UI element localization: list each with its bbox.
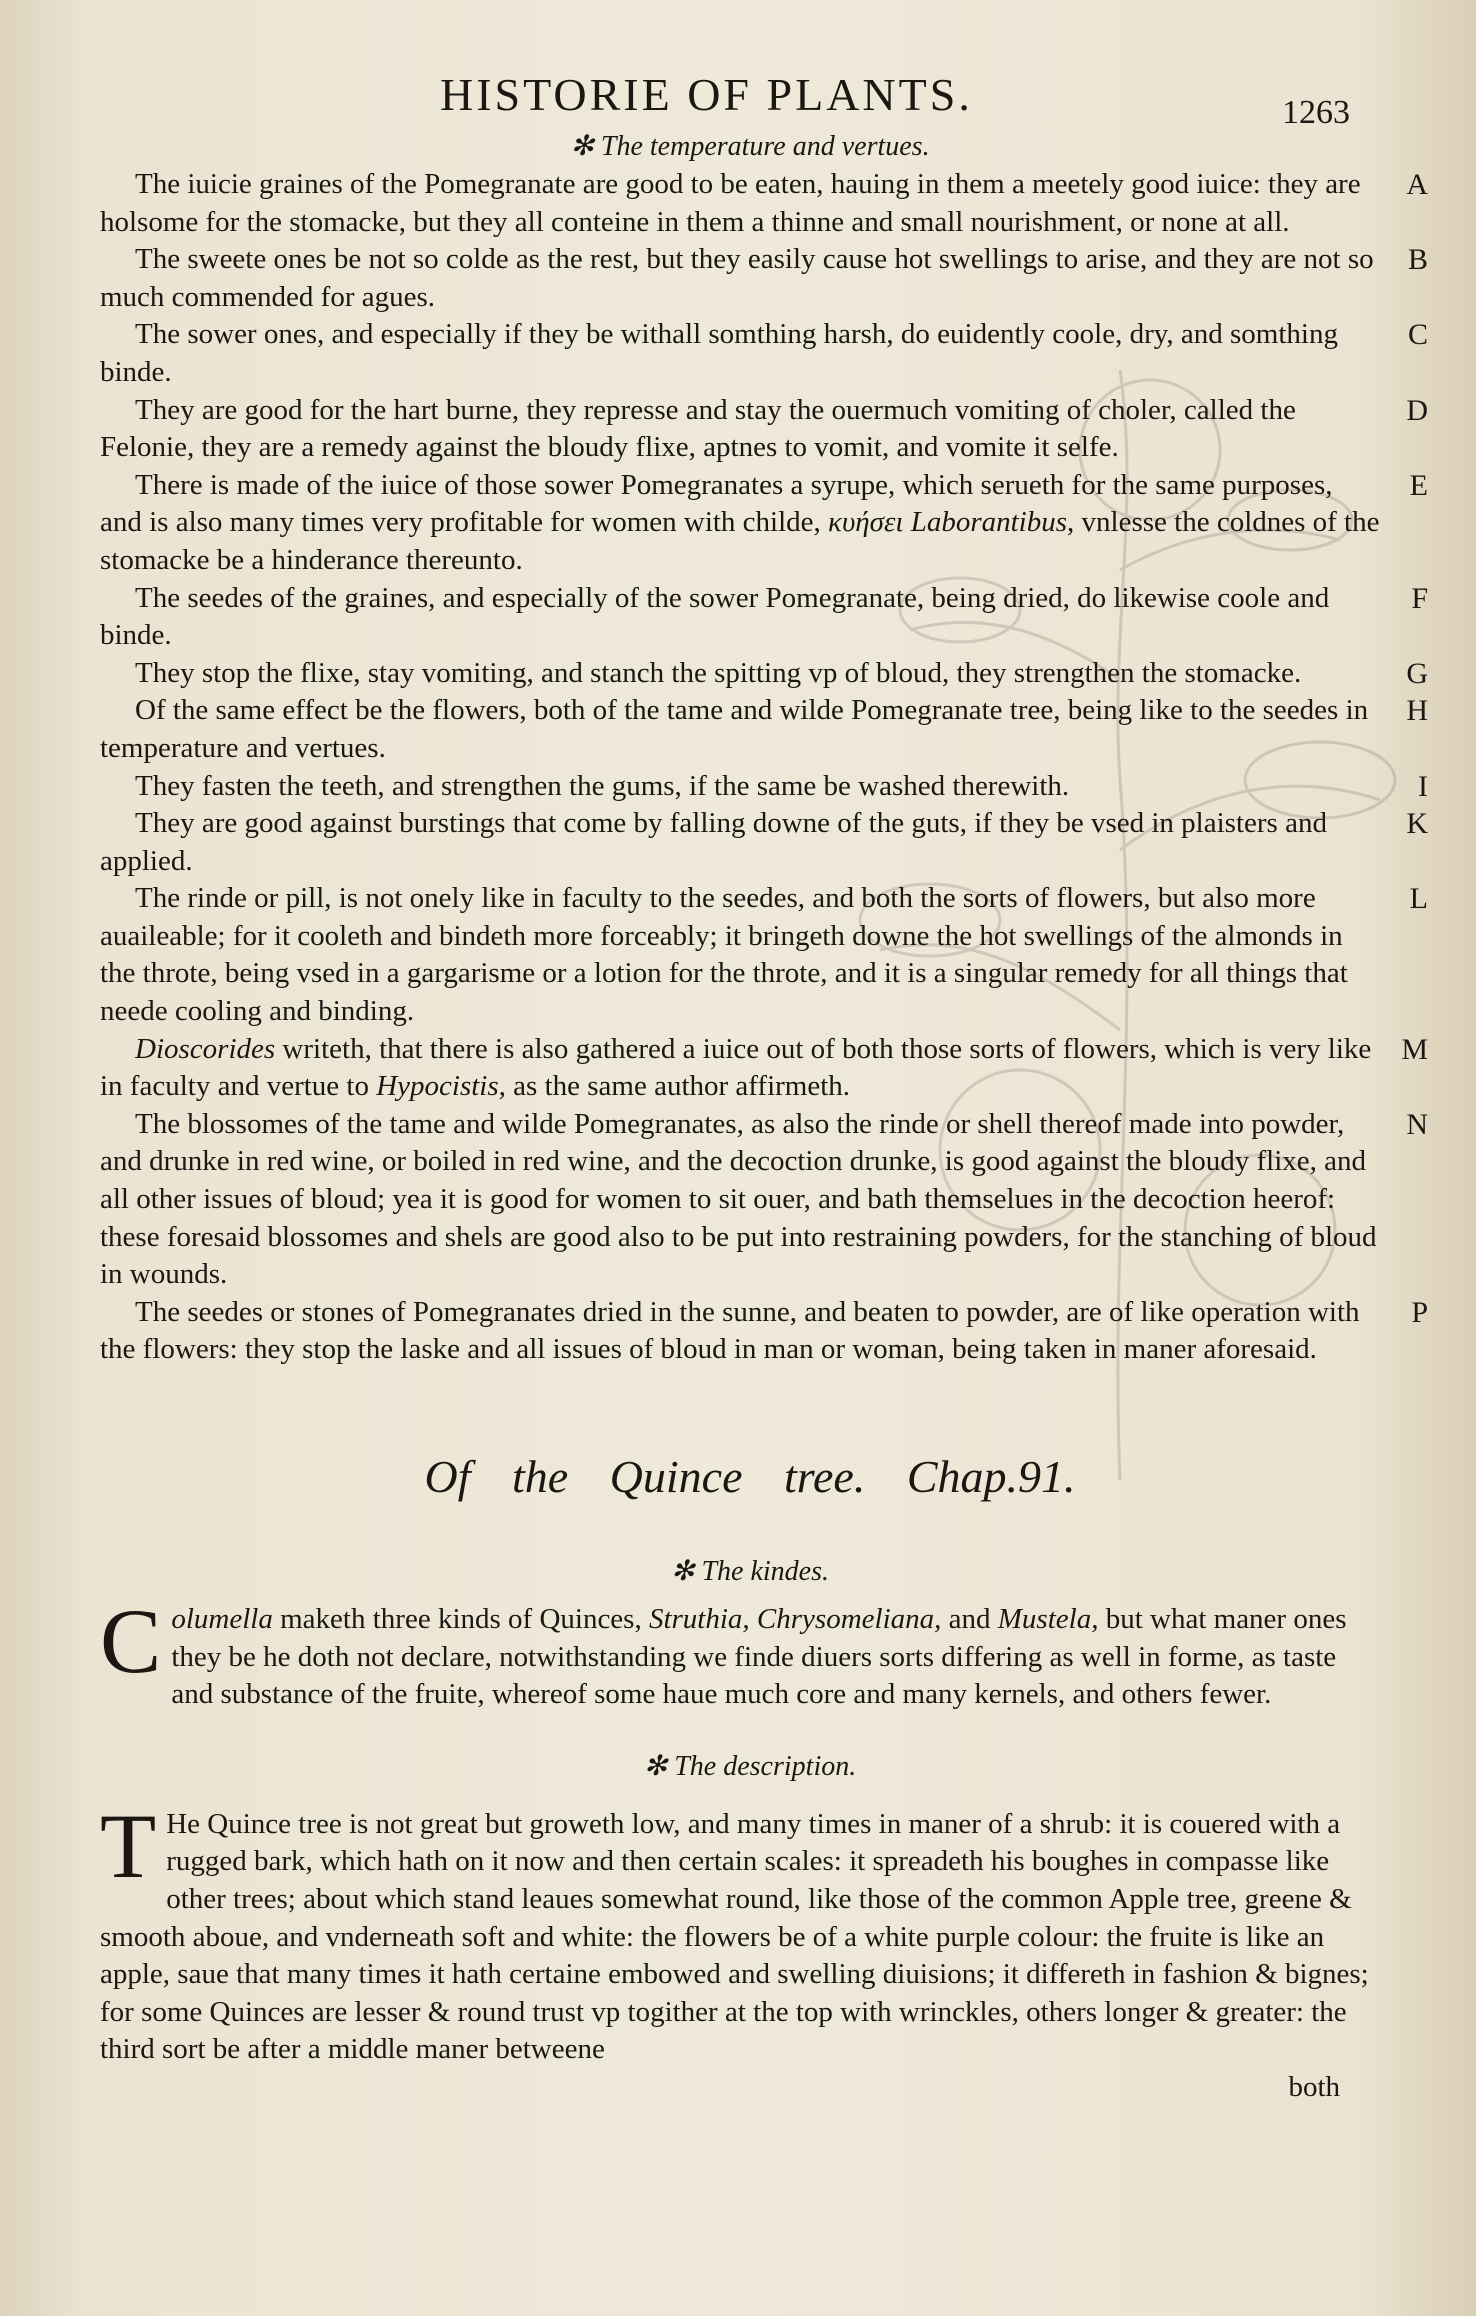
margin-letter: P [1411, 1295, 1428, 1329]
running-title: HISTORIE OF PLANTS. [440, 69, 973, 120]
paragraph-i: They fasten the teeth, and strengthen the gums, if the same be washed therewith. I [100, 768, 1400, 806]
paragraph-a: The iuicie graines of the Pomegranate are good to be eaten, hauing in them a meetely good iuice: they are holsome for the stomacke, but they all conteine in them a thinne and small nourishment, or none at all. A [100, 168, 1428, 238]
paragraph-b: The sweete ones be not so colde as the rest, but they easily cause hot swellings to arise, and they are not so much commended for agues. B [100, 243, 1428, 313]
margin-letter: K [1406, 807, 1428, 841]
drop-capital: C [100, 1590, 162, 1692]
margin-letter: H [1406, 694, 1428, 728]
margin-letter: M [1401, 1032, 1428, 1066]
page-number: 1263 [1282, 94, 1350, 131]
margin-letter: I [1418, 769, 1428, 803]
kinds-heading: ✻ The kindes. [671, 1556, 829, 1587]
section-mark-icon: ✻ [643, 1750, 675, 1782]
margin-letter: C [1407, 318, 1428, 352]
paragraph-l: The rinde or pill, is not onely like in faculty to the seedes, and both the sorts of flowers, but also more auaileable; for it cooleth and bindeth more forceably; it bringeth downe the hot swellings of the almonds in the throte, being vsed in a gargarisme or a lotion for the throte, and it is a singular remedy for all things that neede cooling and binding. L [100, 882, 1428, 1028]
section-mark-icon: ✻ [570, 131, 601, 162]
paragraph-f: The seedes of the graines, and especially of the sower Pomegranate, being dried, do likewise coole and binde. F [100, 581, 1428, 652]
paragraph-c: The sower ones, and especially if they be withall somthing harsh, do euidently coole, dry, and somthing binde. C [100, 318, 1428, 388]
description-heading: ✻ The description. [643, 1750, 857, 1782]
description-paragraph: T He Quince tree is not great but groweth low, and many times in maner of a shrub: it is couered with a rugged bark, which hath on it now and then certain scales: it spreadeth his boughes in compasse like other trees; about which stand leaues somewhat round, like those of the common Apple tree, greene & smooth aboue, and vnderneath soft and white: the flowers be of a white purple colour: the fruite is like an apple, saue that many times it hath certaine embowed and swelling diuisions; it differeth in fashion & bignes; for some Quinces are lesser & round trust vp togither at the top with wrinckles, others longer & greater: the third sort be after a middle maner betweene [100, 1794, 1369, 2066]
paragraph-k: They are good against burstings that come by falling downe of the guts, if they be vsed in plaisters and applied. K [100, 807, 1428, 877]
margin-letter: G [1406, 656, 1428, 690]
paragraph-m: Dioscorides writeth, that there is also gathered a iuice out of both those sorts of flowers, which is very like in faculty and vertue to Hypocistis, as the same author affirmeth. M [100, 1032, 1428, 1103]
paragraph-h: Of the same effect be the flowers, both of the tame and wilde Pomegranate tree, being like to the seedes in temperature and vertues. H [100, 694, 1428, 764]
margin-letter: D [1406, 393, 1428, 427]
margin-letter: B [1407, 243, 1428, 277]
catchword: both [1288, 2070, 1340, 2103]
margin-letter: E [1409, 468, 1428, 502]
text-column [100, 128, 1428, 2107]
margin-letter: L [1409, 882, 1428, 916]
drop-capital: T [100, 1794, 157, 1897]
chapter-number: Chap.91. [906, 1451, 1076, 1502]
margin-letter: F [1411, 581, 1428, 615]
chapter-heading [100, 1449, 1400, 1505]
page-header [0, 68, 1476, 131]
chapter-title: Of the Quince tree. [424, 1451, 866, 1502]
margin-letter: N [1406, 1107, 1428, 1141]
temperature-heading: ✻ The temperature and vertues. [570, 131, 930, 162]
paragraph-g: They stop the flixe, stay vomiting, and stanch the spitting vp of bloud, they strengthen the stomacke. G [100, 655, 1400, 693]
paragraph-n: The blossomes of the tame and wilde Pomegranates, as also the rinde or shell thereof made into powder, and drunke in red wine, or boiled in red wine, and the decoction drunke, is good against the bloudy flixe, and all other issues of bloud; yea it is good for women to sit ouer, and bath themselues in the decoction heerof: these foresaid blossomes and shels are good also to be put into restraining powders, for the stanching of bloud in wounds. N [100, 1107, 1428, 1291]
kinds-paragraph: Columella maketh three kinds of Quinces, Struthia, Chrysomeliana, and Mustela, but what maner ones they be he doth not declare, notwithstanding we finde diuers sorts differing as well in forme, as taste and substance of the fruite, whereof some haue much core and many kernels, and others fewer. [100, 1590, 1347, 1711]
paragraph-p: The seedes or stones of Pomegranates dried in the sunne, and beaten to powder, are of like operation with the flowers: they stop the laske and all issues of bloud in man or woman, being taken in maner aforesaid. P [100, 1295, 1428, 1366]
section-mark-icon: ✻ [671, 1556, 702, 1587]
margin-letter: A [1406, 168, 1428, 201]
paragraph-e: There is made of the iuice of those sower Pomegranates a syrupe, which serueth for the same purposes, and is also many times very profitable for women with childe, κυήσει Laborantibus, vnlesse the coldnes of the stomacke be a hinderance thereunto. E [100, 468, 1428, 576]
paragraph-d: They are good for the hart burne, they represse and stay the ouermuch vomiting of choler, called the Felonie, they are a remedy against the bloudy flixe, aptnes to vomit, and vomite it selfe. D [100, 393, 1428, 464]
